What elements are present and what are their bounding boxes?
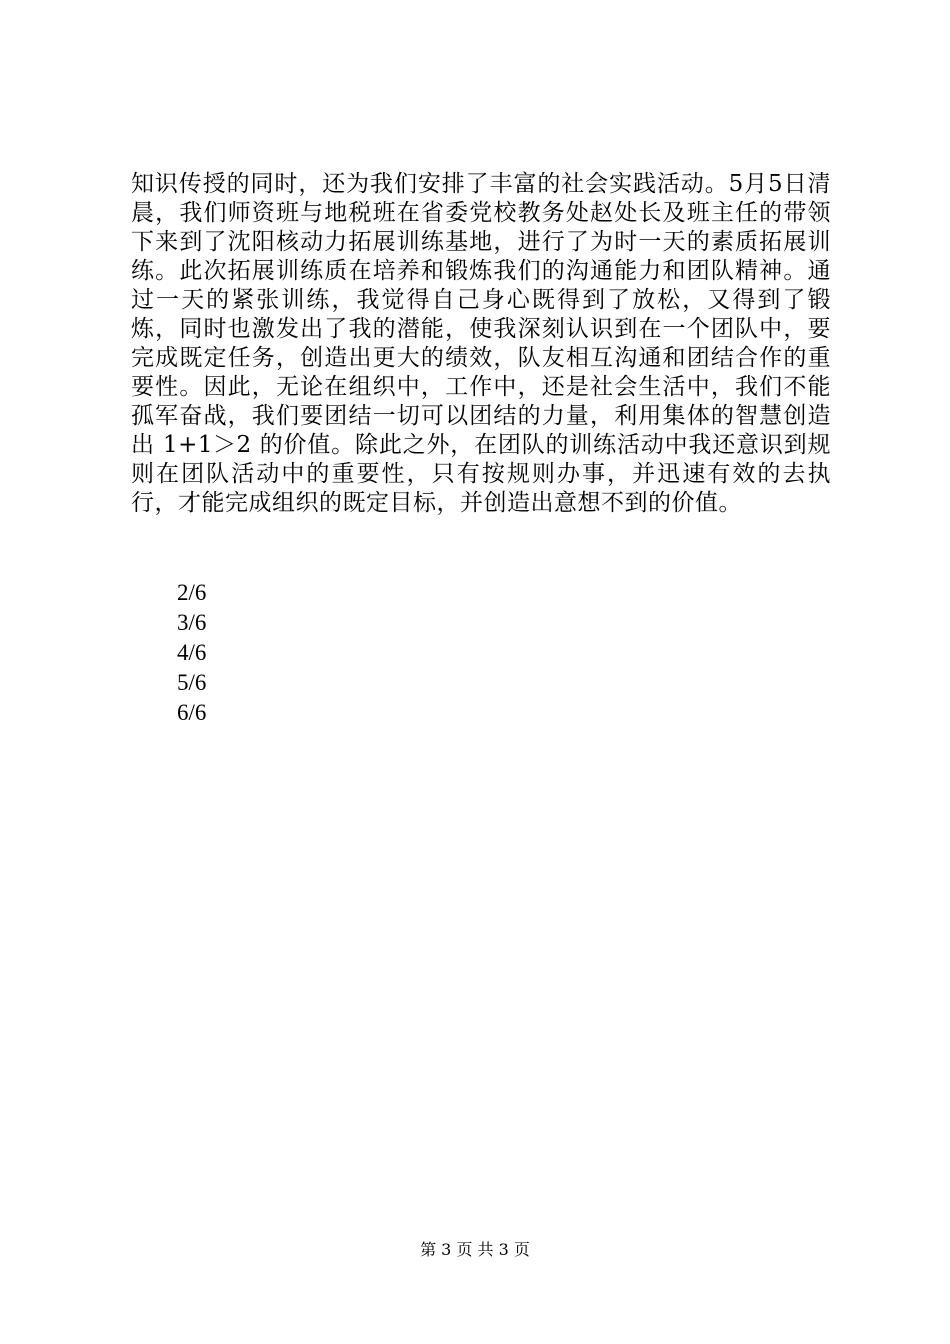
body-paragraph: 知识传授的同时，还为我们安排了丰富的社会实践活动。5月5日清晨，我们师资班与地税班在省委党校教务处赵处长及班主任的带领下来到了沈阳核动力拓展训练基地，进行了为时一天的素质拓展训练。此次拓展训练质在培养和锻炼我们的沟通能力和团队精神。通过一天的紧张训练，我觉得自己身心既得到了放松，又得到了锻炼，同时也激发出了我的潜能，使我深刻认识到在一个团队中，要完成既定任务，创造出更大的绩效，队友相互沟通和团结合作的重要性。因此，无论在组织中，工作中，还是社会生活中，我们不能孤军奋战，我们要团结一切可以团结的力量，利用集体的智慧创造出 1+1＞2 的价值。除此之外，在团队的训练活动中我还意识到规则在团队活动中的重要性，只有按规则办事，并迅速有效的去执行，才能完成组织的既定目标，并创造出意想不到的价值。 [131, 171, 831, 516]
page-footer: 第 3 页 共 3 页 [420, 1240, 530, 1259]
page-marker: 5/6 [177, 670, 207, 695]
page-marker: 6/6 [177, 700, 207, 725]
page-marker: 3/6 [177, 610, 207, 635]
page-marker: 4/6 [177, 640, 207, 665]
page-marker-list [177, 578, 206, 728]
page-marker: 2/6 [177, 580, 207, 605]
